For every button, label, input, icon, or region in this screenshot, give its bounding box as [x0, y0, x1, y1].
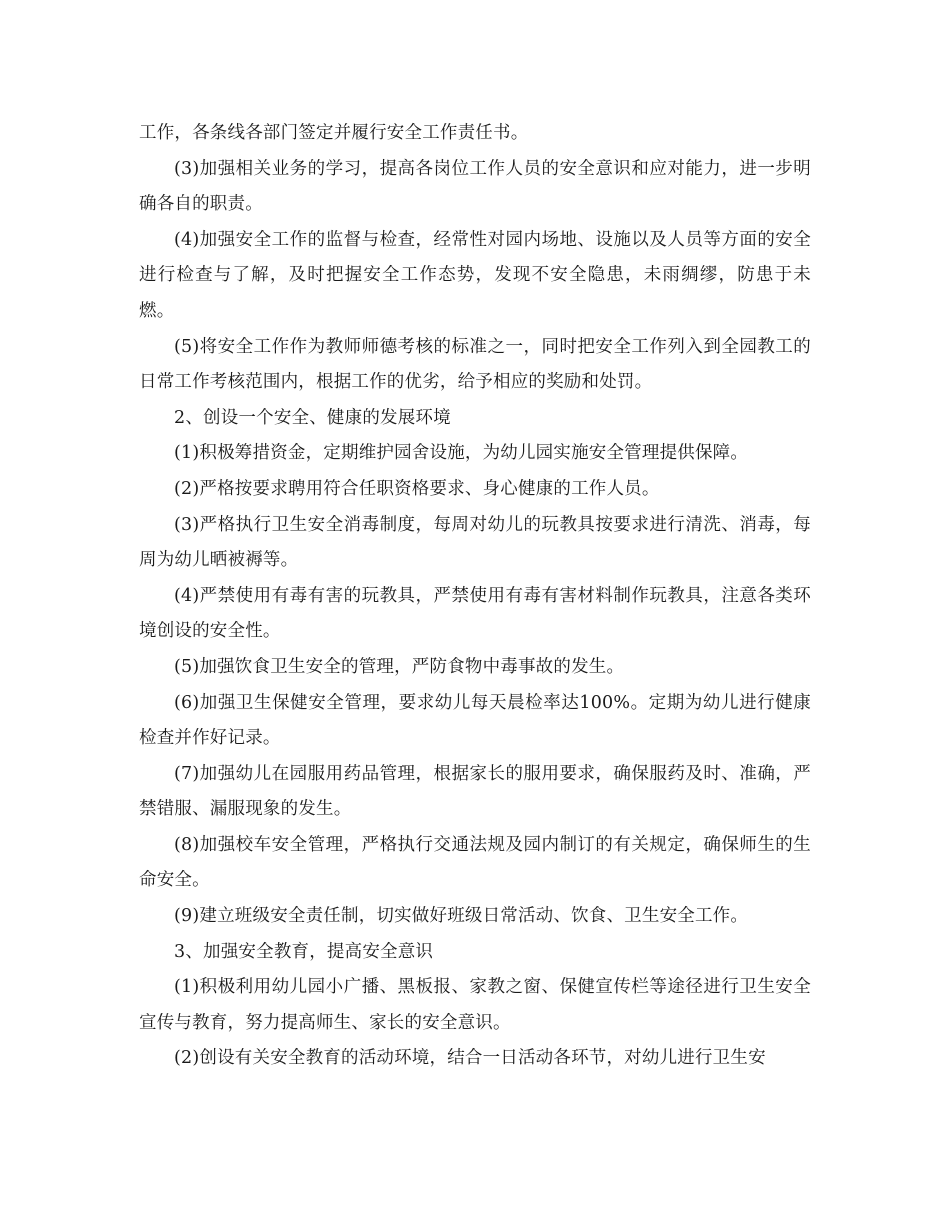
paragraph-item-4b: (4)严禁使用有毒有害的玩教具，严禁使用有毒有害材料制作玩教具，注意各类环境创设的安全性。 — [139, 585, 811, 642]
paragraph-item-4: (4)加强安全工作的监督与检查，经常性对园内场地、设施以及人员等方面的安全进行检查与了解，及时把握安全工作态势，发现不安全隐患，未雨绸缪，防患于未燃。 — [139, 229, 811, 321]
paragraph-item-7: (7)加强幼儿在园服用药品管理，根据家长的服用要求，确保服药及时、准确，严禁错服、漏服现象的发生。 — [139, 763, 811, 820]
paragraph-item-8: (8)加强校车安全管理，严格执行交通法规及园内制订的有关规定，确保师生的生命安全。 — [139, 834, 811, 891]
paragraph-item-3: (3)加强相关业务的学习，提高各岗位工作人员的安全意识和应对能力，进一步明确各自的职责。 — [139, 158, 811, 215]
paragraph-item-2: (2)严格按要求聘用符合任职资格要求、身心健康的工作人员。 — [174, 478, 660, 499]
paragraph-item-5b: (5)加强饮食卫生安全的管理，严防食物中毒事故的发生。 — [174, 656, 625, 677]
paragraph-item-3b: (3)严格执行卫生安全消毒制度，每周对幼儿的玩教具按要求进行清洗、消毒，每周为幼儿晒被褥等。 — [139, 514, 811, 571]
document-body — [139, 116, 811, 1077]
paragraph-item-1: (1)积极筹措资金，定期维护园舍设施，为幼儿园实施安全管理提供保障。 — [174, 443, 749, 464]
paragraph-continued: 工作，各条线各部门签定并履行安全工作责任书。 — [139, 123, 529, 143]
paragraph-item-1c: (1)积极利用幼儿园小广播、黑板报、家教之窗、保健宣传栏等途径进行卫生安全宣传与教育，努力提高师生、家长的安全意识。 — [139, 977, 811, 1033]
section-heading-2: 2、创设一个安全、健康的发展环境 — [174, 407, 451, 428]
paragraph-item-2c: (2)创设有关安全教育的活动环境，结合一日活动各环节，对幼儿进行卫生安 — [174, 1048, 766, 1069]
section-heading-3: 3、加强安全教育，提高安全意识 — [174, 941, 434, 962]
paragraph-item-6: (6)加强卫生保健安全管理，要求幼儿每天晨检率达100%。定期为幼儿进行健康检查并作好记录。 — [139, 692, 811, 749]
paragraph-item-9: (9)建立班级安全责任制，切实做好班级日常活动、饮食、卫生安全工作。 — [174, 906, 749, 927]
paragraph-item-5: (5)将安全工作作为教师师德考核的标准之一，同时把安全工作列入到全园教工的日常工作考核范围内，根据工作的优劣，给予相应的奖励和处罚。 — [139, 336, 811, 393]
